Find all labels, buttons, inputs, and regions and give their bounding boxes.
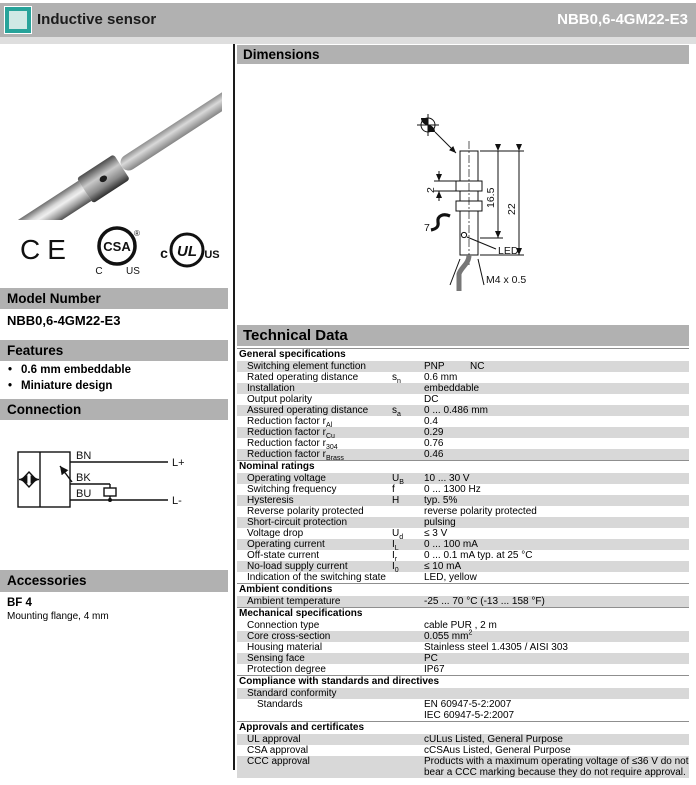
table-row [237, 528, 689, 539]
dimensions-heading: Dimensions [237, 45, 689, 64]
table-section-header: Ambient conditions [237, 583, 689, 596]
page-title: Inductive sensor [37, 11, 157, 28]
table-section-header: Mechanical specifications [237, 607, 689, 620]
row-value: ≤ 3 V [424, 528, 448, 539]
row-value: typ. 5% [424, 495, 458, 506]
row-symbol [392, 653, 424, 664]
connection-diagram [10, 432, 220, 552]
row-symbol [392, 664, 424, 675]
row-value [424, 688, 689, 699]
row-symbol: f [392, 484, 395, 495]
certification-marks [0, 222, 228, 284]
svg-text:CSA: CSA [103, 239, 131, 254]
row-symbol: $s_a$ [392, 405, 401, 418]
row-symbol [392, 745, 424, 756]
row-label: Output polarity [247, 394, 313, 405]
row-label: Rated operating distance [247, 372, 359, 383]
wire-label-bn: BN [76, 450, 92, 462]
led-label: LED [498, 245, 519, 257]
row-label: Operating current [247, 539, 325, 550]
table-row [237, 561, 689, 572]
row-value: 0.055 $mm^2$ [424, 629, 473, 642]
row-label: Standards [257, 699, 303, 710]
table-row [237, 427, 689, 438]
row-value: embeddable [424, 383, 480, 394]
row-symbol [392, 734, 424, 745]
table-row [237, 664, 689, 675]
table-row [237, 449, 689, 460]
row-value: cable PUR , 2 m [424, 620, 497, 631]
row-symbol [392, 394, 424, 405]
table-row [237, 361, 689, 372]
brand-square-icon [5, 7, 31, 33]
row-symbol [392, 620, 424, 631]
table-section-header: Approvals and certificates [237, 721, 689, 734]
table-row [237, 631, 689, 642]
table-row [237, 756, 689, 778]
table-row [237, 405, 689, 416]
row-label: Off-state current [247, 550, 320, 561]
row-label: CSA approval [247, 745, 309, 756]
row-symbol [392, 756, 424, 778]
row-label: Protection degree [247, 664, 326, 675]
accessories-heading: Accessories [0, 570, 228, 592]
table-row [237, 653, 689, 664]
wire-label-lplus: L+ [172, 457, 185, 469]
row-symbol [392, 506, 424, 517]
row-label: Reduction factor $r_{Al}$ [247, 416, 333, 429]
table-row [237, 572, 689, 583]
row-value: 0 ... 100 mA [424, 539, 478, 550]
row-label: Voltage drop [247, 528, 304, 539]
row-symbol [392, 631, 424, 642]
row-value: IP67 [424, 664, 445, 675]
row-label: Connection type [247, 620, 320, 631]
thread-label: M4 x 0.5 [486, 274, 527, 286]
row-label: Short-circuit protection [247, 517, 348, 528]
row-symbol [392, 427, 424, 438]
row-value: 0.46 [424, 449, 444, 460]
sensor-cable [117, 58, 222, 174]
table-row [237, 394, 689, 405]
table-row [237, 473, 689, 484]
dim-2-label: 2 [425, 187, 437, 193]
model-number-header: NBB0,6-4GM22-E3 [557, 11, 688, 28]
row-label: Reverse polarity protected [247, 506, 364, 517]
features-list [8, 364, 131, 396]
svg-text:c: c [160, 245, 168, 261]
wire-label-lminus: L- [172, 495, 182, 507]
row-label: Ambient temperature [247, 596, 341, 607]
table-row [237, 438, 689, 449]
row-label: Switching frequency [247, 484, 337, 495]
accessory-name: BF 4 [7, 597, 32, 609]
row-label: Housing material [247, 642, 323, 653]
accessory-description: Mounting flange, 4 mm [7, 611, 109, 622]
row-value: 0 ... 0.1 mA typ. at 25 °C [424, 550, 533, 561]
row-symbol: $U_d$ [392, 528, 404, 541]
technical-table [237, 348, 689, 778]
dim-22-label: 22 [506, 203, 518, 215]
row-label: Indication of the switching state [247, 572, 386, 583]
row-label: No-load supply current [247, 561, 348, 572]
csa-mark-icon [92, 222, 144, 278]
table-row [237, 495, 689, 506]
row-value: cULus Listed, General Purpose [424, 734, 563, 745]
row-symbol [392, 572, 424, 583]
row-value: DC [424, 394, 439, 405]
svg-text:®: ® [134, 229, 140, 238]
row-value: 0.6 mm [424, 372, 458, 383]
page-header [0, 3, 696, 37]
table-row [237, 688, 689, 699]
table-row [237, 596, 689, 607]
row-label: Switching element function [247, 361, 366, 372]
row-symbol [392, 596, 424, 607]
svg-text:US: US [204, 249, 220, 261]
row-symbol: $I_L$ [392, 539, 399, 552]
row-label: Reduction factor $r_{304}$ [247, 438, 338, 451]
table-row [237, 383, 689, 394]
row-value: Stainless steel 1.4305 / AISI 303 [424, 642, 568, 653]
table-row [237, 642, 689, 653]
table-row [237, 699, 689, 721]
svg-text:US: US [126, 266, 140, 277]
table-row [237, 506, 689, 517]
row-label: CCC approval [247, 756, 310, 767]
row-value: 0 ... 1300 Hz [424, 484, 481, 495]
row-value: -25 ... 70 °C (-13 ... 158 °F) [424, 596, 545, 607]
row-symbol: $I_r$ [392, 550, 398, 563]
dimension-drawing [398, 103, 573, 298]
row-symbol [392, 438, 424, 449]
row-label: Installation [247, 383, 295, 394]
row-label: Operating voltage [247, 473, 326, 484]
column-divider [233, 44, 235, 770]
row-label: Standard conformity [247, 688, 337, 699]
header-shadow-strip [0, 37, 696, 44]
row-symbol [392, 688, 424, 699]
table-row [237, 372, 689, 383]
row-symbol: H [392, 495, 400, 506]
ul-mark-icon [158, 230, 220, 272]
row-symbol: $s_n$ [392, 372, 401, 385]
table-section-header: Compliance with standards and directives [237, 675, 689, 688]
row-value: cCSAus Listed, General Purpose [424, 745, 571, 756]
row-symbol [392, 361, 424, 372]
svg-text:C: C [95, 266, 103, 277]
row-value: EN 60947-5-2:2007 IEC 60947-5-2:2007 [424, 699, 515, 721]
technical-data-heading: Technical Data [237, 325, 689, 346]
row-value: Products with a maximum operating voltage of ≤36 V do not bear a CCC marking because they do not require approval. [424, 756, 689, 778]
row-label: Reduction factor $r_{Cu}$ [247, 427, 335, 440]
row-value: 0.29 [424, 427, 444, 438]
sensor-barrel [8, 181, 91, 220]
row-value: PC [424, 653, 438, 664]
dim-7-label: 7 [424, 222, 430, 234]
row-label: Sensing face [247, 653, 305, 664]
table-row [237, 484, 689, 495]
wire-label-bk: BK [76, 472, 91, 484]
svg-text:UL: UL [177, 243, 197, 260]
model-number-heading: Model Number [0, 288, 228, 309]
feature-item: • 0.6 mm embeddable [8, 364, 131, 376]
row-label: UL approval [247, 734, 301, 745]
dim-16-5-label: 16.5 [485, 187, 497, 208]
connection-heading: Connection [0, 399, 228, 420]
row-symbol: $I_0$ [392, 561, 399, 574]
product-photo [8, 58, 222, 220]
row-symbol [392, 642, 424, 653]
row-value: 0 ... 0.486 mm [424, 405, 488, 416]
row-symbol [392, 699, 424, 721]
ce-mark-icon: CE [20, 234, 73, 265]
row-symbol [392, 383, 424, 394]
table-row [237, 416, 689, 427]
model-number-value: NBB0,6-4GM22-E3 [7, 313, 121, 328]
row-value: 0.76 [424, 438, 444, 449]
row-label: Hysteresis [247, 495, 294, 506]
table-section-header: General specifications [237, 348, 689, 361]
sensor-image [8, 58, 222, 220]
row-label: Reduction factor $r_{Brass}$ [247, 449, 344, 462]
row-symbol [392, 416, 424, 427]
row-value: 0.4 [424, 416, 438, 427]
table-row [237, 539, 689, 550]
row-symbol [392, 449, 424, 460]
row-value: reverse polarity protected [424, 506, 537, 517]
wire-label-bu: BU [76, 488, 92, 500]
row-symbol [392, 517, 424, 528]
table-row [237, 734, 689, 745]
table-row [237, 517, 689, 528]
row-value: pulsing [424, 517, 456, 528]
table-row [237, 550, 689, 561]
row-value: LED, yellow [424, 572, 477, 583]
row-value: ≤ 10 mA [424, 561, 462, 572]
table-section-header: Nominal ratings [237, 460, 689, 473]
row-label: Core cross-section [247, 631, 331, 642]
table-row [237, 620, 689, 631]
feature-item: • Miniature design [8, 380, 131, 392]
table-row [237, 745, 689, 756]
row-symbol: $U_B$ [392, 473, 404, 486]
row-value: PNP NC [424, 361, 485, 372]
row-value: 10 ... 30 V [424, 473, 470, 484]
row-label: Assured operating distance [247, 405, 369, 416]
features-heading: Features [0, 340, 228, 361]
